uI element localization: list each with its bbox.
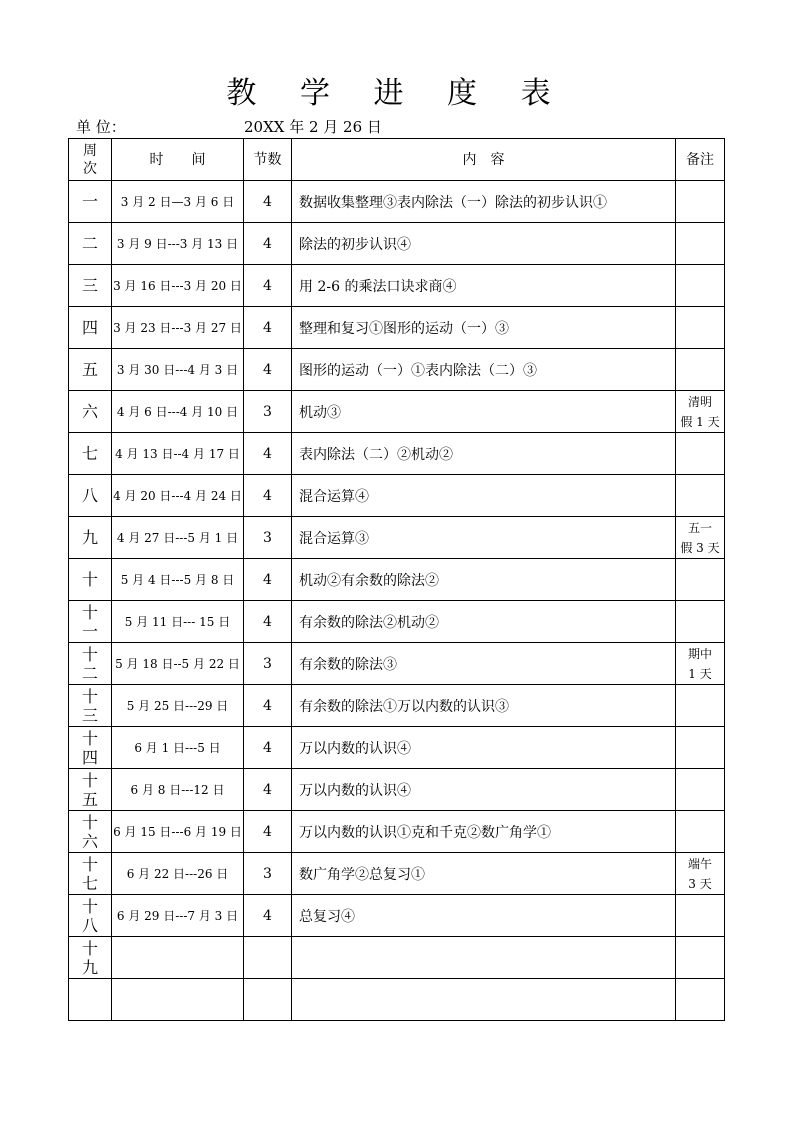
note-cell xyxy=(676,181,725,223)
unit-label: 单 位： xyxy=(76,118,126,136)
week-cell: 二 xyxy=(69,223,112,265)
schedule-table xyxy=(68,138,725,1021)
count-cell: 4 xyxy=(244,895,292,937)
time-cell: 6 月 8 日---12 日 xyxy=(112,769,244,811)
time-cell: 3 月 23 日---3 月 27 日 xyxy=(112,307,244,349)
note-cell xyxy=(676,769,725,811)
week-cell: 一 xyxy=(69,181,112,223)
count-cell: 3 xyxy=(244,643,292,685)
note-cell xyxy=(676,475,725,517)
note-cell xyxy=(676,307,725,349)
note-cell xyxy=(676,727,725,769)
table-row xyxy=(69,895,725,937)
note-cell xyxy=(676,601,725,643)
table-row xyxy=(69,727,725,769)
week-cell xyxy=(69,979,112,1021)
note-cell: 端午 3 天 xyxy=(676,853,725,895)
count-cell: 4 xyxy=(244,559,292,601)
note-cell xyxy=(676,811,725,853)
content-cell: 数广角学②总复习① xyxy=(292,853,676,895)
time-cell: 5 月 4 日---5 月 8 日 xyxy=(112,559,244,601)
content-cell: 数据收集整理③表内除法（一）除法的初步认识① xyxy=(292,181,676,223)
time-cell xyxy=(112,979,244,1021)
note-cell: 清明 假 1 天 xyxy=(676,391,725,433)
content-cell xyxy=(292,979,676,1021)
count-cell: 3 xyxy=(244,853,292,895)
week-cell: 十 六 xyxy=(69,811,112,853)
week-cell: 四 xyxy=(69,307,112,349)
content-cell: 整理和复习①图形的运动（一）③ xyxy=(292,307,676,349)
table-row xyxy=(69,601,725,643)
count-cell: 4 xyxy=(244,601,292,643)
content-cell: 有余数的除法③ xyxy=(292,643,676,685)
count-cell: 3 xyxy=(244,391,292,433)
count-cell: 4 xyxy=(244,181,292,223)
time-cell xyxy=(112,937,244,979)
week-cell: 八 xyxy=(69,475,112,517)
count-cell: 4 xyxy=(244,223,292,265)
content-cell: 表内除法（二）②机动② xyxy=(292,433,676,475)
table-row xyxy=(69,307,725,349)
count-cell: 4 xyxy=(244,265,292,307)
note-cell xyxy=(676,937,725,979)
content-cell: 有余数的除法②机动② xyxy=(292,601,676,643)
time-cell: 6 月 1 日---5 日 xyxy=(112,727,244,769)
content-cell: 有余数的除法①万以内数的认识③ xyxy=(292,685,676,727)
time-cell: 4 月 6 日---4 月 10 日 xyxy=(112,391,244,433)
count-cell: 4 xyxy=(244,811,292,853)
time-cell: 6 月 29 日---7 月 3 日 xyxy=(112,895,244,937)
content-cell: 万以内数的认识④ xyxy=(292,727,676,769)
table-row xyxy=(69,559,725,601)
count-cell: 4 xyxy=(244,685,292,727)
table-row xyxy=(69,475,725,517)
table-row xyxy=(69,391,725,433)
content-cell xyxy=(292,937,676,979)
content-cell: 机动③ xyxy=(292,391,676,433)
note-cell xyxy=(676,559,725,601)
time-cell: 3 月 16 日---3 月 20 日 xyxy=(112,265,244,307)
header-content: 内 容 xyxy=(292,139,676,181)
week-cell: 十 五 xyxy=(69,769,112,811)
week-cell: 九 xyxy=(69,517,112,559)
count-cell: 4 xyxy=(244,433,292,475)
time-cell: 4 月 27 日---5 月 1 日 xyxy=(112,517,244,559)
time-cell: 4 月 13 日--4 月 17 日 xyxy=(112,433,244,475)
note-cell xyxy=(676,349,725,391)
note-cell xyxy=(676,223,725,265)
table-row xyxy=(69,433,725,475)
week-cell: 十 二 xyxy=(69,643,112,685)
count-cell: 3 xyxy=(244,517,292,559)
time-cell: 5 月 25 日---29 日 xyxy=(112,685,244,727)
count-cell: 4 xyxy=(244,349,292,391)
time-cell: 3 月 2 日—3 月 6 日 xyxy=(112,181,244,223)
note-cell xyxy=(676,979,725,1021)
header-count: 节数 xyxy=(244,139,292,181)
time-cell: 4 月 20 日---4 月 24 日 xyxy=(112,475,244,517)
content-cell: 混合运算④ xyxy=(292,475,676,517)
table-row xyxy=(69,937,725,979)
week-cell: 十 三 xyxy=(69,685,112,727)
table-row xyxy=(69,349,725,391)
time-cell: 3 月 30 日---4 月 3 日 xyxy=(112,349,244,391)
time-cell: 5 月 11 日--- 15 日 xyxy=(112,601,244,643)
week-cell: 六 xyxy=(69,391,112,433)
table-row xyxy=(69,223,725,265)
header-time: 时 间 xyxy=(112,139,244,181)
count-cell: 4 xyxy=(244,307,292,349)
table-row xyxy=(69,517,725,559)
week-cell: 十 四 xyxy=(69,727,112,769)
document-date: 20XX 年 2 月 26 日 xyxy=(244,118,382,136)
table-row xyxy=(69,979,725,1021)
count-cell: 4 xyxy=(244,769,292,811)
content-cell: 用 2-6 的乘法口诀求商④ xyxy=(292,265,676,307)
note-cell xyxy=(676,433,725,475)
count-cell: 4 xyxy=(244,475,292,517)
table-row xyxy=(69,811,725,853)
table-row xyxy=(69,643,725,685)
time-cell: 3 月 9 日---3 月 13 日 xyxy=(112,223,244,265)
page-title: 教 学 进 度 表 xyxy=(226,76,568,111)
content-cell: 万以内数的认识④ xyxy=(292,769,676,811)
week-cell: 十 九 xyxy=(69,937,112,979)
count-cell xyxy=(244,937,292,979)
week-cell: 五 xyxy=(69,349,112,391)
count-cell: 4 xyxy=(244,727,292,769)
week-cell: 十 七 xyxy=(69,853,112,895)
content-cell: 万以内数的认识①克和千克②数广角学① xyxy=(292,811,676,853)
content-cell: 机动②有余数的除法② xyxy=(292,559,676,601)
content-cell: 总复习④ xyxy=(292,895,676,937)
count-cell xyxy=(244,979,292,1021)
week-cell: 十 八 xyxy=(69,895,112,937)
header-note: 备注 xyxy=(676,139,725,181)
table-row xyxy=(69,265,725,307)
table-row xyxy=(69,769,725,811)
table-row xyxy=(69,685,725,727)
content-cell: 图形的运动（一）①表内除法（二）③ xyxy=(292,349,676,391)
note-cell xyxy=(676,685,725,727)
note-cell: 五一 假 3 天 xyxy=(676,517,725,559)
table-header-row xyxy=(69,139,725,181)
table-row xyxy=(69,181,725,223)
week-cell: 十 一 xyxy=(69,601,112,643)
table-row xyxy=(69,853,725,895)
note-cell xyxy=(676,895,725,937)
content-cell: 混合运算③ xyxy=(292,517,676,559)
week-cell: 七 xyxy=(69,433,112,475)
header-week: 周 次 xyxy=(69,139,112,181)
week-cell: 三 xyxy=(69,265,112,307)
time-cell: 5 月 18 日--5 月 22 日 xyxy=(112,643,244,685)
time-cell: 6 月 22 日---26 日 xyxy=(112,853,244,895)
note-cell: 期中 1 天 xyxy=(676,643,725,685)
note-cell xyxy=(676,265,725,307)
week-cell: 十 xyxy=(69,559,112,601)
time-cell: 6 月 15 日---6 月 19 日 xyxy=(112,811,244,853)
content-cell: 除法的初步认识④ xyxy=(292,223,676,265)
